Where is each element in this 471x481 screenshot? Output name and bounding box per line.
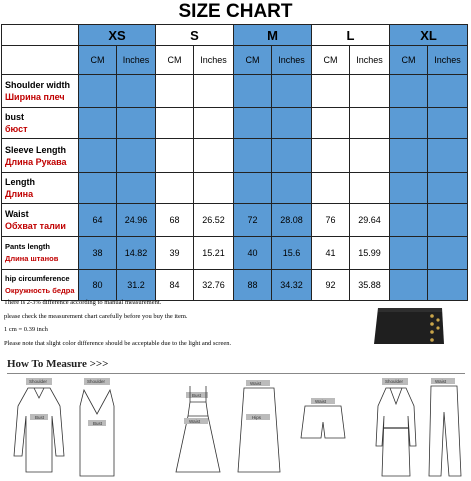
table-cell: [79, 108, 117, 139]
note-line: please check the measurement chart carefully before you buy the item.: [4, 312, 188, 320]
how-to-measure-heading: How To Measure >>>: [7, 358, 109, 370]
pants-diagram-icon: [425, 376, 469, 480]
size-header-m: M: [234, 25, 312, 46]
dress-diagram-icon: [170, 376, 228, 480]
size-header-l: L: [312, 25, 390, 46]
row-label: Sleeve Length Длина Рукава: [2, 139, 79, 173]
table-cell: 92: [312, 270, 350, 301]
measurement-notes: [4, 296, 334, 350]
table-cell: [350, 139, 390, 173]
note-line: There is 2-3% difference according to manual measurement.: [4, 299, 162, 306]
table-row: [2, 139, 468, 173]
table-cell: [194, 108, 234, 139]
table-cell: 80: [79, 270, 117, 301]
row-label: Length Длина: [2, 173, 79, 204]
figure-tag-shoulder: Shoulder: [385, 379, 404, 384]
table-cell: [156, 173, 194, 204]
skirt-product-image: [372, 306, 462, 346]
table-row: [2, 173, 468, 204]
figure-tag-bust: Bust: [93, 421, 103, 426]
table-cell: 31.2: [117, 270, 156, 301]
table-cell: [234, 173, 272, 204]
table-cell: 35.88: [350, 270, 390, 301]
unit-inches: Inches: [272, 46, 312, 75]
table-cell: 26.52: [194, 204, 234, 237]
skirt-diagram-icon: [232, 376, 286, 480]
figure-tag-waist: Waist: [435, 379, 447, 384]
figure-tag-shoulder: Shoulder: [87, 379, 106, 384]
size-chart-table: [1, 24, 468, 301]
table-row: [2, 237, 468, 270]
table-cell: [350, 173, 390, 204]
table-cell: [79, 75, 117, 108]
figure-tag-waist: Waist: [189, 419, 201, 424]
row-label: hip circumference Окружность бедра: [2, 270, 79, 301]
table-cell: [234, 75, 272, 108]
table-cell: [428, 237, 468, 270]
table-cell: 28.08: [272, 204, 312, 237]
table-cell: 39: [156, 237, 194, 270]
table-cell: [350, 108, 390, 139]
table-cell: [194, 75, 234, 108]
coat-diagram-icon: [370, 376, 422, 480]
corner-cell: [2, 25, 79, 46]
size-header-row: [2, 25, 468, 46]
table-cell: [428, 173, 468, 204]
table-cell: 68: [156, 204, 194, 237]
unit-cm: CM: [312, 46, 350, 75]
table-cell: [428, 204, 468, 237]
table-row: [2, 75, 468, 108]
figure-tag-bust: Bust: [35, 415, 45, 420]
table-cell: [272, 139, 312, 173]
table-cell: [194, 173, 234, 204]
table-cell: [428, 75, 468, 108]
table-cell: [428, 139, 468, 173]
table-cell: [194, 139, 234, 173]
figure-tag-shoulder: Shoulder: [29, 379, 48, 384]
note-line: Please note that slight color difference should be acceptable due to the light and screen.: [4, 339, 232, 347]
unit-cm: CM: [234, 46, 272, 75]
shorts-diagram-icon: [295, 376, 351, 480]
figure-tag-bust: Bust: [192, 393, 202, 398]
table-cell: [156, 139, 194, 173]
table-cell: 41: [312, 237, 350, 270]
unit-cm: CM: [156, 46, 194, 75]
row-label: Pants length Длина штанов: [2, 237, 79, 270]
table-cell: 15.6: [272, 237, 312, 270]
table-cell: 40: [234, 237, 272, 270]
table-cell: [79, 139, 117, 173]
measurement-diagrams: [0, 376, 471, 481]
row-label: bust бюст: [2, 108, 79, 139]
table-cell: [117, 173, 156, 204]
table-cell: [390, 108, 428, 139]
table-cell: [272, 75, 312, 108]
table-cell: 34.32: [272, 270, 312, 301]
table-cell: [79, 173, 117, 204]
size-header-xs: XS: [79, 25, 156, 46]
figure-tag-waist: Waist: [315, 399, 327, 404]
row-label: Waist Обхват талии: [2, 204, 79, 237]
table-cell: [390, 270, 428, 301]
table-cell: [117, 108, 156, 139]
table-cell: 15.99: [350, 237, 390, 270]
table-cell: 29.64: [350, 204, 390, 237]
table-cell: [272, 173, 312, 204]
table-cell: 24.96: [117, 204, 156, 237]
table-cell: [156, 108, 194, 139]
corner-cell: [2, 46, 79, 75]
note-line: 1 cm = 0.39 inch: [4, 326, 48, 333]
table-cell: [312, 139, 350, 173]
size-chart-title: SIZE CHART: [178, 1, 293, 22]
table-cell: [117, 75, 156, 108]
table-cell: 84: [156, 270, 194, 301]
table-cell: [312, 173, 350, 204]
table-cell: 88: [234, 270, 272, 301]
table-row: [2, 204, 468, 237]
size-header-s: S: [156, 25, 234, 46]
figure-tag-hips: Hips: [252, 415, 262, 420]
table-cell: [156, 75, 194, 108]
unit-inches: Inches: [117, 46, 156, 75]
figure-tag-waist: Waist: [250, 381, 262, 386]
table-cell: 76: [312, 204, 350, 237]
table-cell: 15.21: [194, 237, 234, 270]
table-cell: [272, 108, 312, 139]
table-cell: [390, 237, 428, 270]
camisole-diagram-icon: [70, 376, 125, 480]
table-cell: [390, 139, 428, 173]
unit-inches: Inches: [194, 46, 234, 75]
table-cell: 32.76: [194, 270, 234, 301]
table-cell: 14.82: [117, 237, 156, 270]
shirt-diagram-icon: [8, 376, 70, 480]
table-cell: [428, 108, 468, 139]
table-cell: [312, 108, 350, 139]
table-row: [2, 108, 468, 139]
table-cell: [234, 108, 272, 139]
table-cell: [428, 270, 468, 301]
unit-inches: Inches: [350, 46, 390, 75]
table-cell: 38: [79, 237, 117, 270]
table-cell: [350, 75, 390, 108]
table-cell: 72: [234, 204, 272, 237]
unit-cm: CM: [390, 46, 428, 75]
table-cell: [390, 204, 428, 237]
table-cell: [117, 139, 156, 173]
unit-inches: Inches: [428, 46, 468, 75]
table-cell: [390, 75, 428, 108]
size-header-xl: XL: [390, 25, 468, 46]
table-cell: 64: [79, 204, 117, 237]
unit-header-row: [2, 46, 468, 75]
table-cell: [312, 75, 350, 108]
table-cell: [234, 139, 272, 173]
unit-cm: CM: [79, 46, 117, 75]
divider: [7, 373, 465, 374]
table-cell: [390, 173, 428, 204]
row-label: Shoulder width Ширина плеч: [2, 75, 79, 108]
